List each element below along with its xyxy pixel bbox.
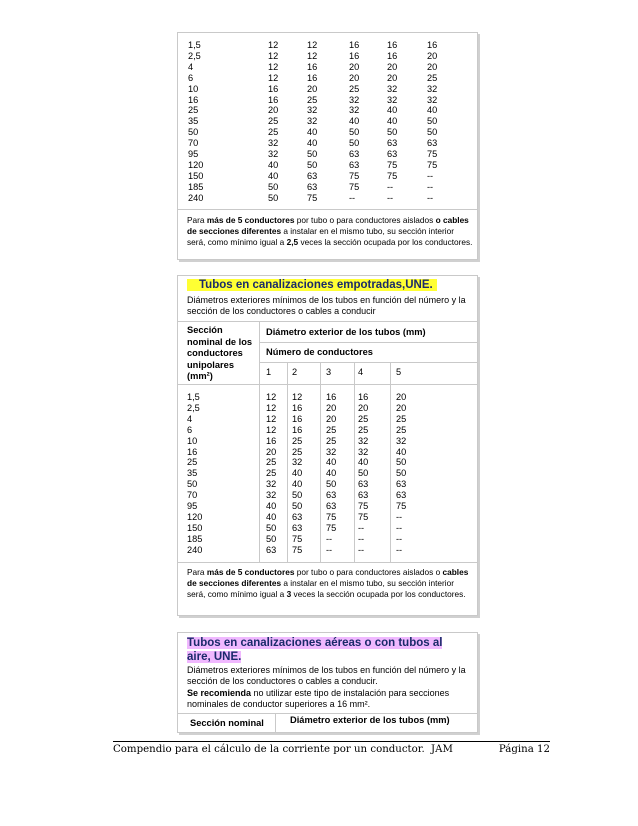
section2-n-5: 5: [396, 367, 402, 377]
section2-data-sep-4: [390, 384, 391, 562]
table1-col-5: 16 20 20 25 32 32 40 50 50 63 75 75 -- -- --: [427, 40, 438, 203]
section2-n-1: 1: [266, 367, 272, 377]
table1-divider: [178, 209, 477, 210]
section2-note-divider: [178, 562, 477, 563]
section2-ncol-sep-4: [390, 362, 391, 384]
footer-rule: [113, 741, 550, 742]
section3-section-header: Sección nominal: [190, 718, 264, 728]
section3-header-top: [178, 713, 477, 714]
section2-col-2: 12 16 16 16 25 25 32 40 40 50 50 63 63 75 75: [292, 392, 303, 555]
section2-data-sep-0: [259, 384, 260, 562]
section2-description: Diámetros exteriores mínimos de los tubos en función del número y la sección de los conductores o cables a conducir: [187, 295, 466, 317]
section2-n-4: 4: [358, 367, 364, 377]
section2-number-header: Número de conductores: [266, 347, 373, 357]
footer-title: Compendio para el cálculo de la corriente por un conductor.: [113, 744, 425, 755]
section2-col-5: 20 20 25 25 32 40 50 50 63 63 75 -- -- -- --: [396, 392, 407, 555]
section2-header-top: [178, 321, 477, 322]
section2-header-low: [259, 362, 477, 363]
section2-col-1: 12 12 12 12 16 20 25 25 32 32 40 40 50 50 63: [266, 392, 277, 555]
footer-page-number: Página 12: [498, 744, 550, 755]
section2-data-sep-2: [320, 384, 321, 562]
section2-header-mid: [259, 342, 477, 343]
section2-header-vdivider: [259, 321, 260, 384]
section2-section-label: Sección nominal de los conductores unipolares (mm²): [187, 325, 253, 382]
table1-col-1: 12 12 12 12 16 16 20 25 25 32 32 40 40 50 50: [268, 40, 279, 203]
section2-n-3: 3: [326, 367, 332, 377]
footer-author: JAM: [431, 744, 453, 755]
section2-col-3: 16 20 20 25 25 32 40 40 50 63 63 75 75 -- --: [326, 392, 337, 555]
table1-col-3: 16 16 20 20 25 32 32 40 50 50 63 63 75 75 --: [349, 40, 360, 203]
section2-title: Tubos en canalizaciones empotradas,UNE.: [187, 279, 437, 291]
table1-block: [177, 32, 478, 260]
section2-data-sep-3: [354, 384, 355, 562]
section3-description: Diámetros exteriores mínimos de los tubos en función del número y la sección de los conductores o cables a conducir. Se recomienda no utilizar este tipo de instalación para secciones nominales de conductor superiores a 16 mm².: [187, 665, 466, 710]
section2-diameter-header: Diámetro exterior de los tubos (mm): [266, 327, 426, 337]
section2-ncol-sep-1: [287, 362, 288, 384]
table1-col-section: 1,5 2,5 4 6 10 16 25 35 50 70 95 120 150 185 240: [188, 40, 204, 203]
section2-ncol-sep-3: [354, 362, 355, 384]
section2-header-bottom: [178, 384, 477, 385]
section3-title: Tubos en canalizaciones aéreas o con tubos al aire, UNE.: [187, 637, 443, 663]
section3-block: [177, 632, 478, 733]
section3-diameter-header: Diámetro exterior de los tubos (mm): [290, 715, 450, 725]
section3-header-sep: [275, 713, 276, 733]
table1-col-4: 16 16 20 20 32 32 40 40 50 63 63 75 75 -- --: [387, 40, 398, 203]
table1-note: Para más de 5 conductores por tubo o para conductores aislados o cables de secciones diferentes a instalar en el mismo tubo, su sección interior será, como mínimo igual a 2,5 veces la sección ocupada por los conductores.: [187, 215, 473, 247]
section2-col-section: 1,5 2,5 4 6 10 16 25 35 50 70 95 120 150 185 240: [187, 392, 203, 555]
table1-col-2: 12 12 16 16 20 25 32 32 40 40 50 50 63 63 75: [307, 40, 318, 203]
section2-note: Para más de 5 conductores por tubo o para conductores aislados o cables de secciones diferentes a instalar en el mismo tubo, su sección interior será, como mínimo igual a 3 veces la sección ocupada por los conductores.: [187, 567, 469, 599]
section2-ncol-sep-2: [320, 362, 321, 384]
section2-col-4: 16 20 25 25 32 32 40 50 63 63 75 75 -- -- --: [358, 392, 369, 555]
section2-data-sep-1: [287, 384, 288, 562]
section2-n-2: 2: [292, 367, 298, 377]
section2-block: [177, 275, 478, 616]
